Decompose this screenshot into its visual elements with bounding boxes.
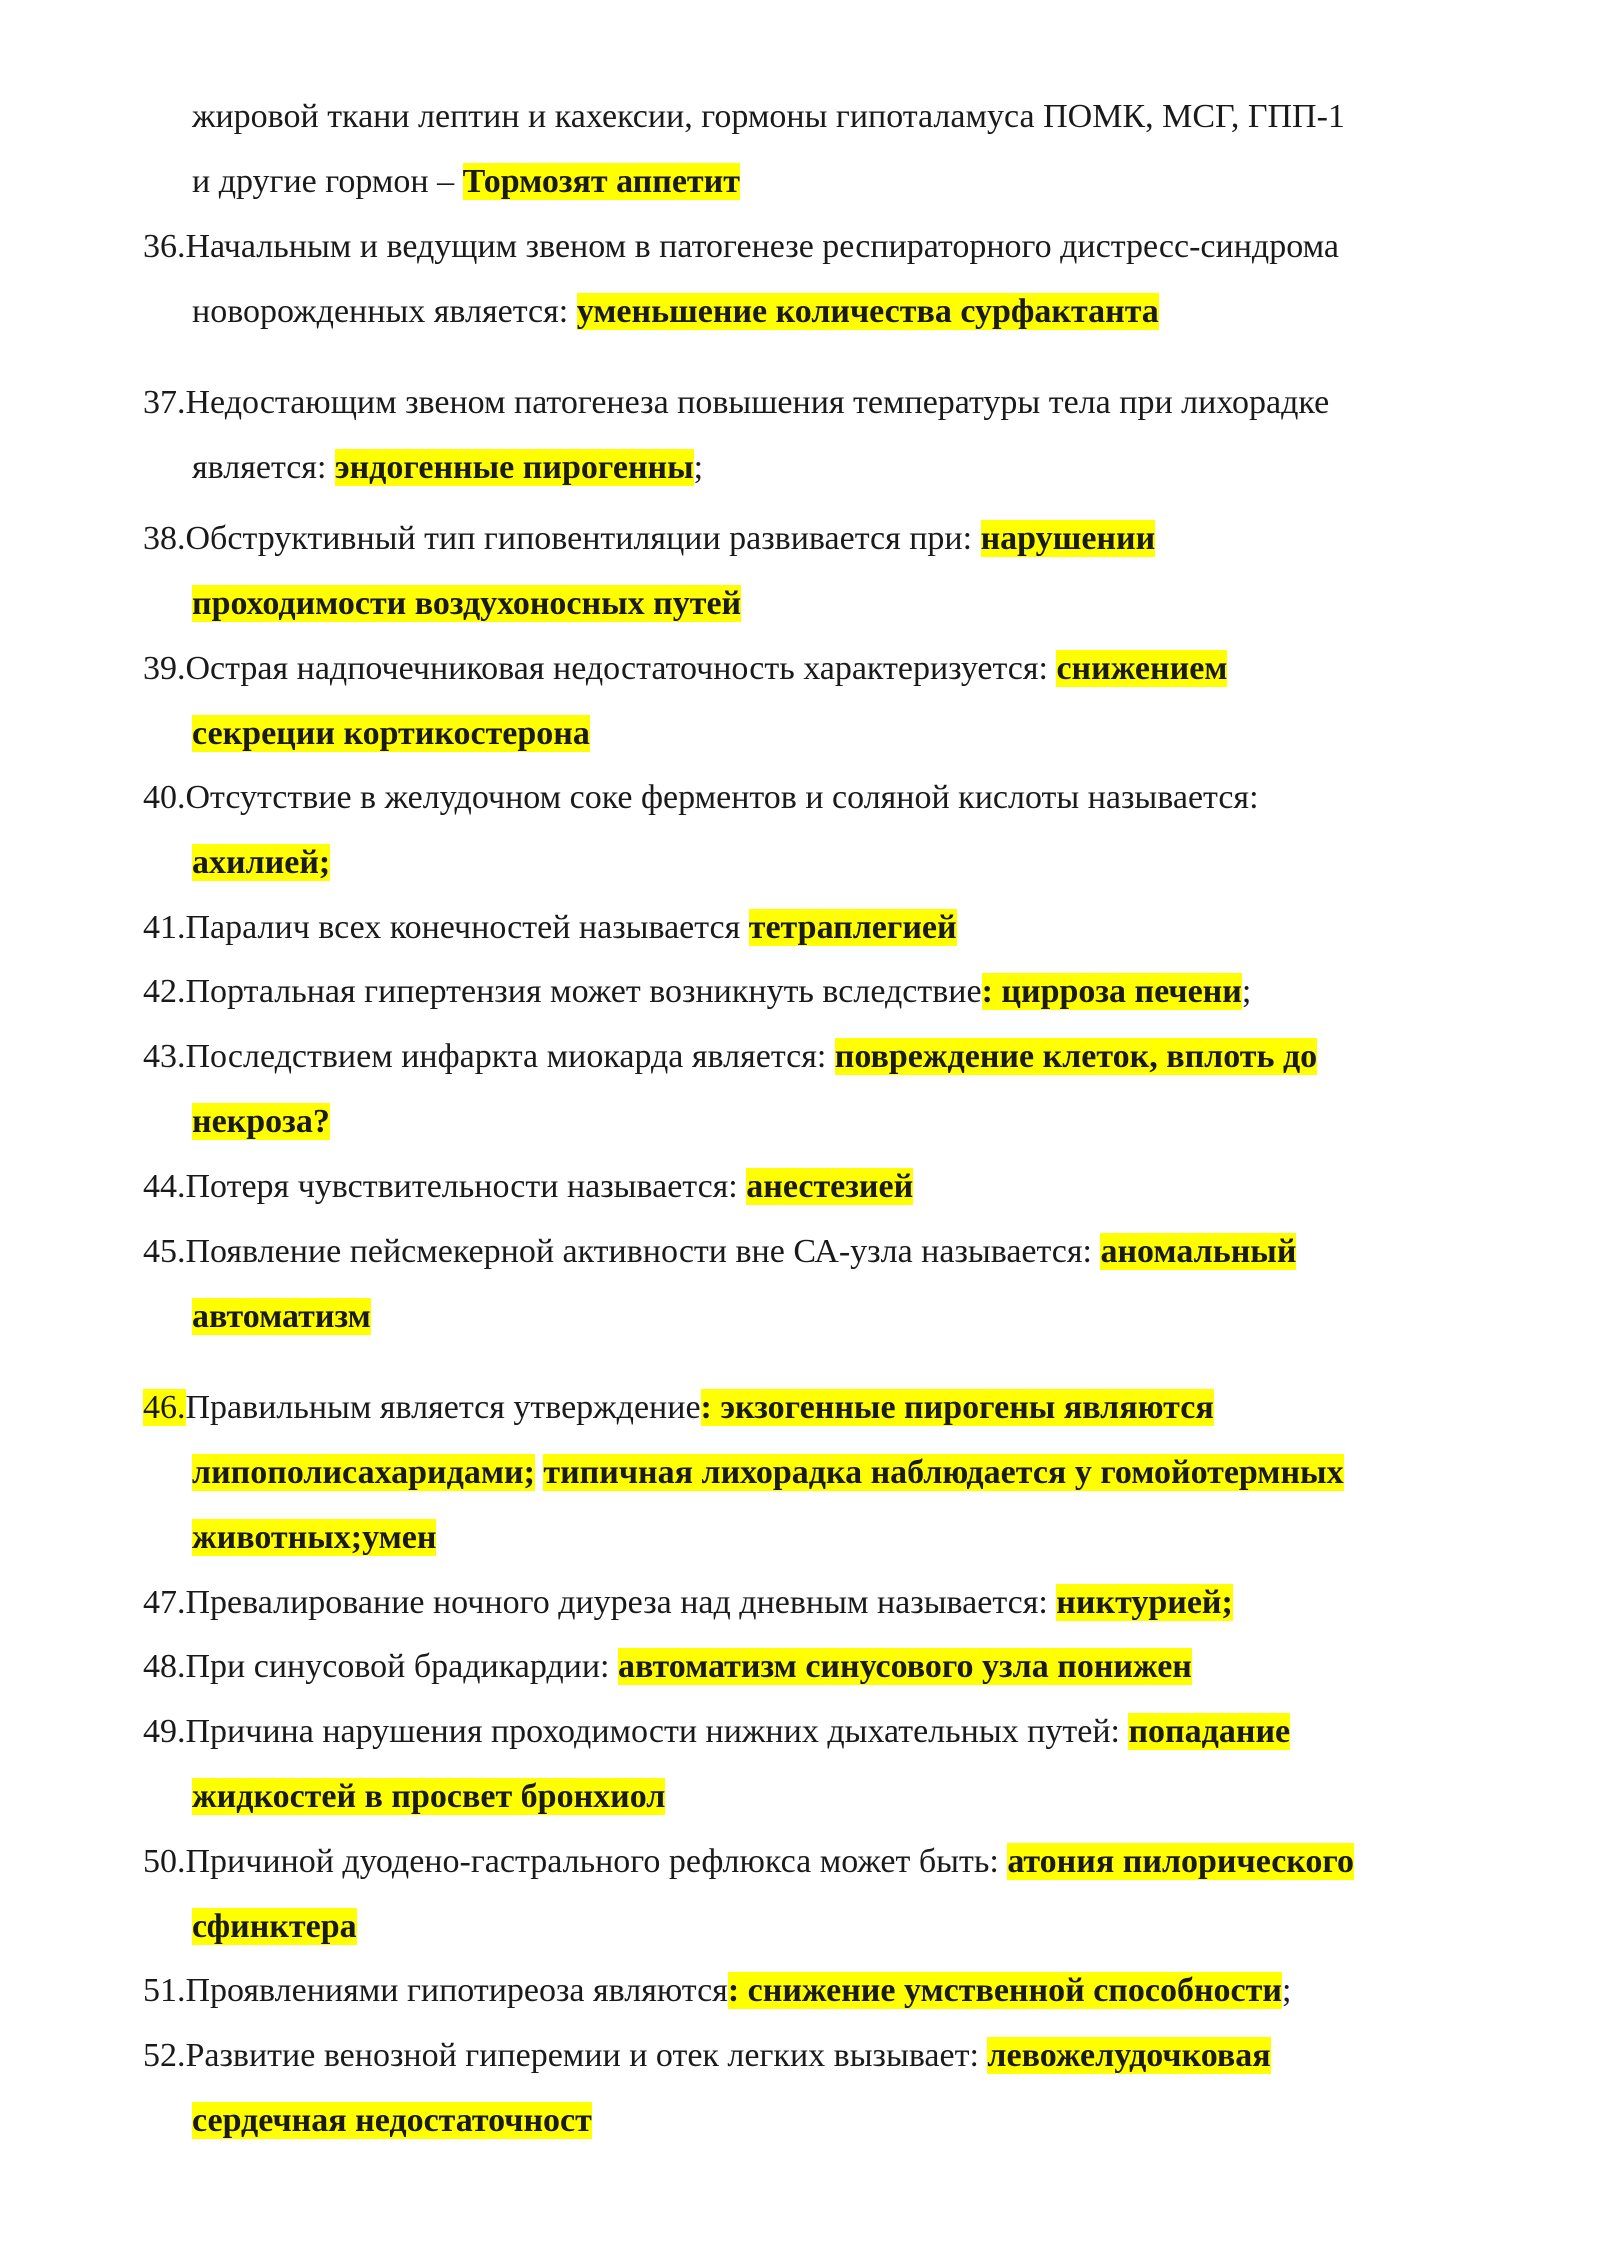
item-37-line-1: [143, 381, 1329, 425]
answer-highlight: Тормозят аппетит: [462, 163, 740, 200]
question-text: Причина нарушения проходимости нижних дыхательных путей:: [185, 1713, 1129, 1750]
item-44-line-1: [143, 1165, 913, 1209]
item-43-line-1: [143, 1035, 1317, 1079]
answer-highlight: нарушении: [980, 520, 1156, 557]
item-47-line-1: [143, 1581, 1233, 1625]
item-number: 49.: [143, 1713, 186, 1750]
item-43-line-2: [192, 1100, 330, 1144]
answer-highlight: автоматизм: [192, 1298, 371, 1335]
punctuation: ;: [693, 449, 704, 486]
item-42-line-1: [143, 970, 1251, 1014]
item-46-line-3: [192, 1516, 436, 1560]
item-46-line-1: [143, 1386, 1214, 1430]
item-45-line-2: [192, 1295, 371, 1339]
question-text: новорожденных является:: [192, 293, 577, 330]
item-number: 45.: [143, 1233, 186, 1270]
item-number: 46.: [143, 1389, 186, 1426]
item-number: 40.: [143, 779, 186, 816]
item-40-line-2: [192, 841, 330, 885]
punctuation: ;: [1281, 1972, 1292, 2009]
answer-highlight: сфинктера: [192, 1908, 357, 1945]
item-52-line-2: [192, 2099, 592, 2143]
answer-highlight: : снижение умственной способности: [727, 1972, 1282, 2009]
item-number: 43.: [143, 1038, 186, 1075]
answer-highlight: : экзогенные пирогены являются: [700, 1389, 1214, 1426]
answer-highlight: жидкостей в просвет бронхиол: [192, 1778, 666, 1815]
answer-highlight: автоматизм синусового узла понижен: [618, 1648, 1192, 1685]
answer-highlight: проходимости воздухоносных путей: [192, 585, 742, 622]
question-text: Портальная гипертензия может возникнуть вследствие: [185, 973, 982, 1010]
item-number: 42.: [143, 973, 186, 1010]
item-51-line-1: [143, 1969, 1291, 2013]
question-text: Отсутствие в желудочном соке ферментов и соляной кислоты называется:: [185, 779, 1259, 816]
question-text: является:: [192, 449, 335, 486]
question-text: Правильным является утверждение: [185, 1389, 701, 1426]
item-52-line-1: [143, 2034, 1271, 2078]
item-50-line-1: [143, 1840, 1354, 1884]
question-text: Паралич всех конечностей называется: [185, 909, 749, 946]
question-text: Острая надпочечниковая недостаточность характеризуется:: [185, 650, 1057, 687]
answer-highlight: : цирроза печени: [981, 973, 1242, 1010]
question-text: Обструктивный тип гиповентиляции развивается при:: [185, 520, 981, 557]
answer-highlight: секреции кортикостерона: [192, 715, 590, 752]
item-40-line-1: [143, 776, 1259, 820]
item-number: 36.: [143, 228, 186, 265]
intro-line-2: [192, 160, 740, 204]
question-text: Появление пейсмекерной активности вне СА-узла называется:: [185, 1233, 1101, 1270]
item-38-line-2: [192, 582, 741, 626]
item-39-line-2: [192, 712, 590, 756]
answer-highlight: эндогенные пирогенны: [334, 449, 694, 486]
question-text: Проявлениями гипотиреоза являются: [185, 1972, 728, 2009]
item-number: 47.: [143, 1584, 186, 1621]
item-number: 52.: [143, 2037, 186, 2074]
question-text: Развитие венозной гиперемии и отек легких вызывает:: [185, 2037, 988, 2074]
item-41-line-1: [143, 906, 957, 950]
item-38-line-1: [143, 517, 1155, 561]
question-text: Последствием инфаркта миокарда является:: [185, 1038, 835, 1075]
answer-highlight: сердечная недостаточност: [192, 2102, 592, 2139]
answer-highlight: липополисахаридами;: [192, 1454, 535, 1491]
intro-text: жировой ткани лептин и кахексии, гормоны гипоталамуса ПОМК, МСГ, ГПП-1: [192, 98, 1345, 135]
answer-highlight: повреждение клеток, вплоть до: [834, 1038, 1318, 1075]
item-number: 37.: [143, 384, 186, 421]
answer-highlight: снижением: [1056, 650, 1228, 687]
item-37-line-2: [192, 446, 703, 490]
item-number: 51.: [143, 1972, 186, 2009]
item-50-line-2: [192, 1905, 357, 1949]
question-text: Причиной дуодено-гастрального рефлюкса может быть:: [185, 1843, 1008, 1880]
answer-highlight: атония пилорического: [1007, 1843, 1355, 1880]
item-45-line-1: [143, 1230, 1296, 1274]
item-36-line-1: [143, 225, 1339, 269]
answer-highlight: попадание: [1128, 1713, 1291, 1750]
answer-highlight: анестезией: [746, 1168, 914, 1205]
item-number: 48.: [143, 1648, 186, 1685]
answer-highlight: некроза?: [192, 1103, 330, 1140]
answer-highlight: ахилией;: [192, 844, 331, 881]
item-46-line-2: [192, 1451, 1344, 1495]
question-text: Начальным и ведущим звеном в патогенезе респираторного дистресс-синдрома: [185, 228, 1339, 265]
answer-highlight: уменьшение количества сурфактанта: [576, 293, 1159, 330]
answer-highlight: животных;умен: [192, 1519, 437, 1556]
item-49-line-2: [192, 1775, 665, 1819]
item-48-line-1: [143, 1645, 1192, 1689]
answer-highlight: типичная лихорадка наблюдается у гомойотермных: [543, 1454, 1344, 1491]
item-49-line-1: [143, 1710, 1290, 1754]
item-36-line-2: [192, 290, 1159, 334]
item-number: 38.: [143, 520, 186, 557]
intro-text-2: и другие гормон –: [192, 163, 463, 200]
question-text: При синусовой брадикардии:: [185, 1648, 619, 1685]
answer-highlight: никтурией;: [1056, 1584, 1233, 1621]
question-text: Недостающим звеном патогенеза повышения температуры тела при лихорадке: [185, 384, 1330, 421]
item-number: 41.: [143, 909, 186, 946]
question-text: Потеря чувствительности называется:: [185, 1168, 747, 1205]
item-number: 39.: [143, 650, 186, 687]
punctuation: ;: [1241, 973, 1252, 1010]
question-text: Превалирование ночного диуреза над дневным называется:: [185, 1584, 1057, 1621]
answer-highlight: аномальный: [1100, 1233, 1297, 1270]
item-39-line-1: [143, 647, 1227, 691]
intro-line-1: [192, 95, 1345, 139]
answer-highlight: тетраплегией: [748, 909, 957, 946]
item-number: 50.: [143, 1843, 186, 1880]
answer-highlight: левожелудочковая: [987, 2037, 1271, 2074]
item-number: 44.: [143, 1168, 186, 1205]
